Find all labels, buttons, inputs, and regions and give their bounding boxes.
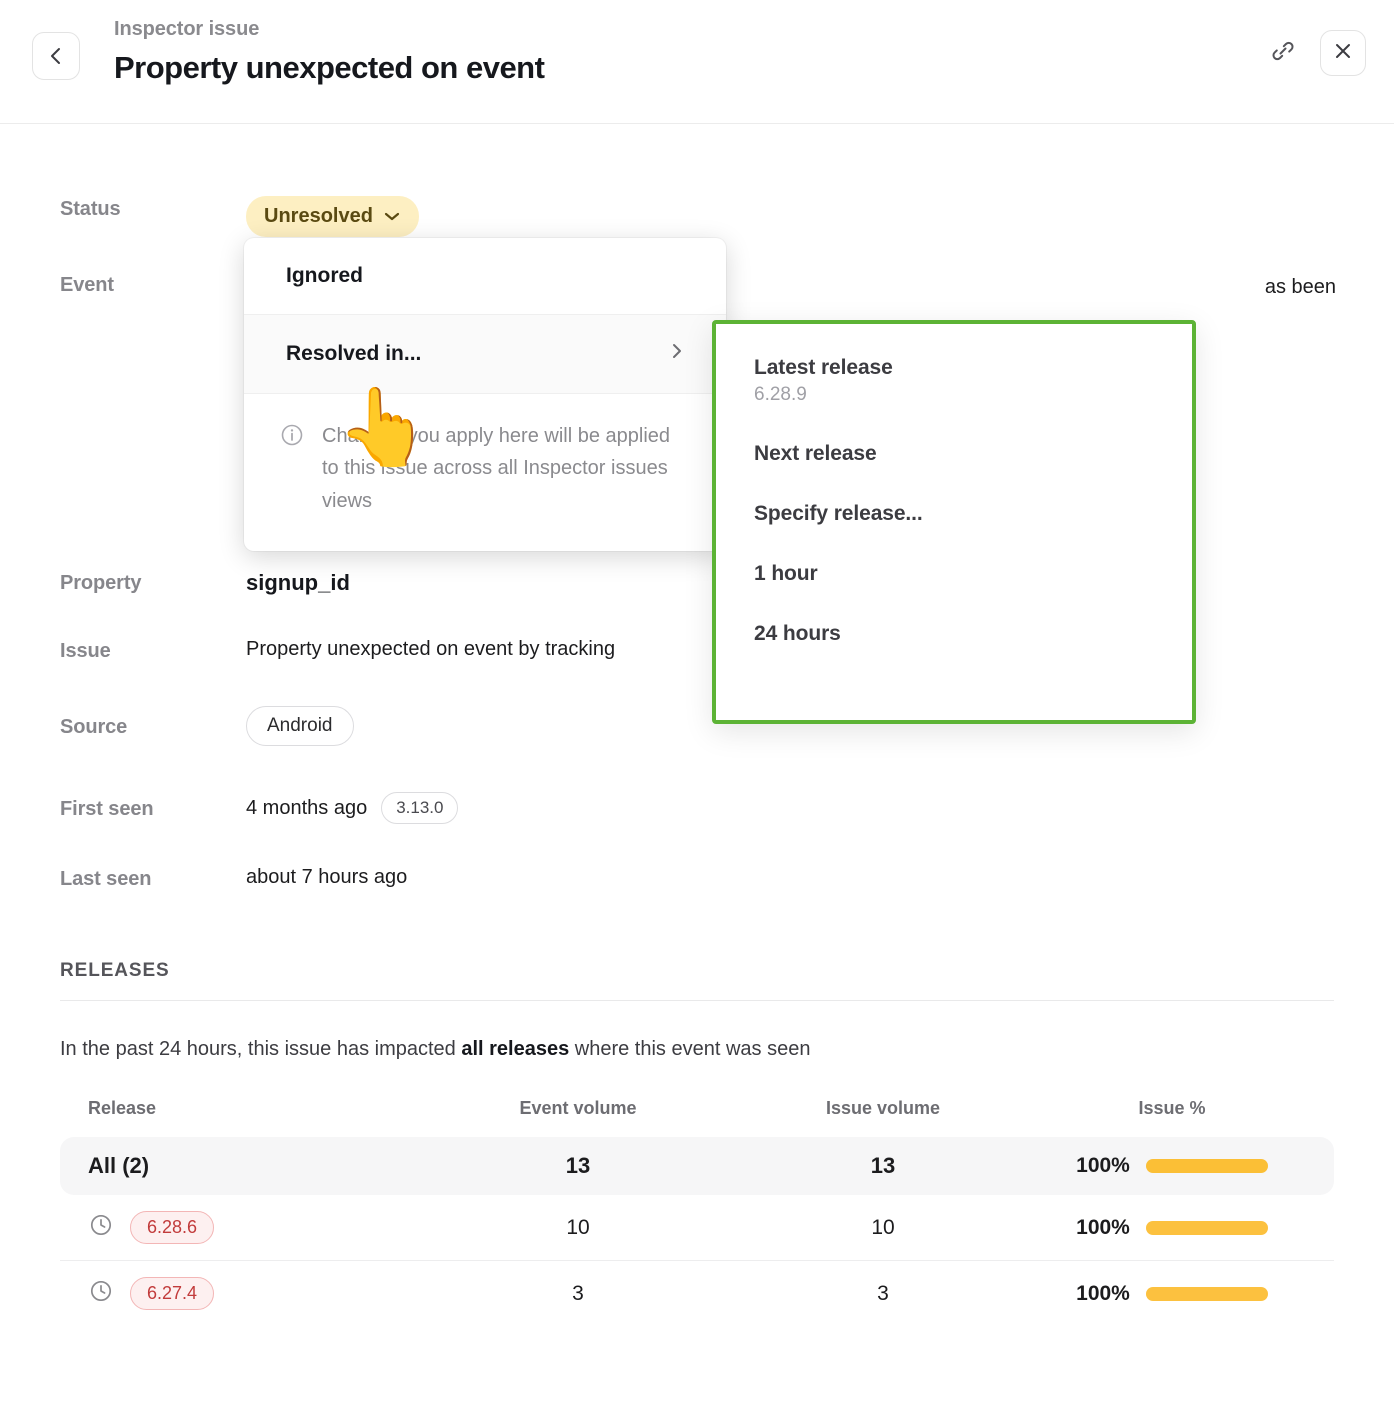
issue-pct-cell [1038, 1154, 1306, 1178]
menu-note [244, 394, 726, 551]
property-label: Property [60, 572, 142, 594]
close-button[interactable] [1320, 30, 1366, 76]
issue-pct-bar [1146, 1287, 1268, 1301]
status-label: Status [60, 198, 121, 220]
first-seen-label: First seen [60, 797, 154, 820]
issue-volume-value: 13 [870, 1153, 896, 1178]
submenu-item-label: Specify release... [754, 502, 923, 525]
releases-summary [60, 1038, 810, 1061]
table-row[interactable] [60, 1195, 1334, 1260]
cursor-pointer-icon: 👆 [336, 385, 431, 470]
submenu-item-1-hour[interactable] [716, 552, 1192, 596]
submenu-item-specify-release[interactable] [716, 492, 1192, 536]
event-label: Event [60, 274, 114, 296]
row-property [60, 570, 350, 596]
link-icon [1270, 38, 1296, 69]
menu-item-label: Resolved in... [286, 342, 422, 365]
summary-prefix: In the past 24 hours, this issue has impacted [60, 1038, 462, 1060]
summary-bold: all releases [461, 1038, 570, 1060]
issue-volume-value: 3 [877, 1281, 889, 1305]
issue-pct-bar [1146, 1159, 1268, 1173]
panel-eyebrow: Inspector issue [114, 18, 260, 40]
column-header-issue-volume: Issue volume [825, 1098, 941, 1118]
info-icon [280, 423, 304, 517]
close-icon [1332, 40, 1354, 67]
issue-pct-cell [1038, 1282, 1306, 1306]
submenu-item-next-release[interactable] [716, 432, 1192, 476]
row-first-seen [60, 792, 458, 824]
table-row[interactable] [60, 1137, 1334, 1195]
issue-pct-value: 100% [1076, 1154, 1130, 1177]
row-source [60, 706, 354, 746]
clock-icon [88, 1212, 114, 1243]
source-label: Source [60, 715, 128, 738]
first-seen-value: 4 months ago [246, 796, 368, 819]
arrow-left-icon [45, 45, 67, 67]
issue-pct-value: 100% [1076, 1281, 1130, 1305]
release-cell [88, 1277, 428, 1310]
release-cell [88, 1153, 428, 1179]
issue-pct-bar [1146, 1221, 1268, 1235]
releases-heading: RELEASES [60, 960, 170, 981]
event-volume-value: 13 [565, 1153, 591, 1178]
spacer [716, 416, 1192, 432]
last-seen-value: about 7 hours ago [246, 866, 408, 888]
submenu-item-24-hours[interactable] [716, 612, 1192, 656]
release-chip[interactable]: 6.27.4 [130, 1277, 214, 1310]
submenu-item-label: Next release [754, 442, 877, 465]
status-badge: Unresolved [264, 205, 373, 227]
back-button[interactable] [32, 32, 80, 80]
submenu-item-latest-release[interactable] [716, 346, 1192, 416]
copy-link-button[interactable] [1260, 30, 1306, 76]
issue-pct-value: 100% [1076, 1215, 1130, 1239]
issue-volume-value: 10 [871, 1215, 895, 1239]
chevron-right-icon [670, 341, 684, 367]
last-seen-label: Last seen [60, 868, 152, 890]
spacer [716, 476, 1192, 492]
submenu-item-label: Latest release [754, 356, 893, 379]
property-value: signup_id [246, 570, 350, 595]
status-dropdown-menu [244, 238, 726, 551]
summary-suffix: where this event was seen [569, 1038, 811, 1060]
issue-label: Issue [60, 640, 111, 662]
column-header-issue-pct: Issue % [1138, 1098, 1206, 1118]
row-last-seen [60, 866, 407, 891]
event-volume-value: 3 [572, 1281, 584, 1305]
menu-item-resolved-in[interactable] [244, 314, 726, 394]
issue-value: Property unexpected on event by tracking [246, 638, 616, 660]
spacer [716, 536, 1192, 552]
row-status [60, 196, 419, 237]
menu-note-text: Changes you apply here will be applied to this issue across all Inspector issues views [322, 425, 671, 512]
status-dropdown[interactable] [246, 196, 419, 237]
page-title: Property unexpected on event [114, 50, 545, 85]
submenu-item-version: 6.28.9 [754, 384, 807, 405]
divider [60, 1000, 1334, 1001]
column-header-event-volume: Event volume [519, 1098, 637, 1118]
releases-table [60, 1098, 1334, 1326]
clock-icon [88, 1278, 114, 1309]
release-chip[interactable]: 6.28.6 [130, 1211, 214, 1244]
submenu-item-label: 1 hour [754, 562, 818, 585]
column-header-release: Release [88, 1098, 157, 1118]
issue-pct-cell [1038, 1216, 1306, 1240]
event-volume-value: 10 [566, 1215, 590, 1239]
header-actions [1260, 30, 1366, 76]
chevron-down-icon [383, 205, 401, 228]
source-value: Android [246, 706, 354, 746]
release-name: All (2) [88, 1153, 150, 1178]
menu-item-label: Ignored [286, 264, 363, 287]
row-issue [60, 638, 615, 663]
event-value: as been [1264, 276, 1336, 298]
table-row[interactable] [60, 1260, 1334, 1326]
release-cell [88, 1211, 428, 1244]
submenu-item-label: 24 hours [754, 622, 841, 645]
table-header [60, 1098, 1334, 1137]
panel-header [0, 0, 1394, 124]
resolved-in-submenu [712, 320, 1196, 724]
spacer [716, 596, 1192, 612]
menu-item-ignored[interactable] [244, 238, 726, 314]
first-seen-version-badge: 3.13.0 [381, 792, 458, 824]
